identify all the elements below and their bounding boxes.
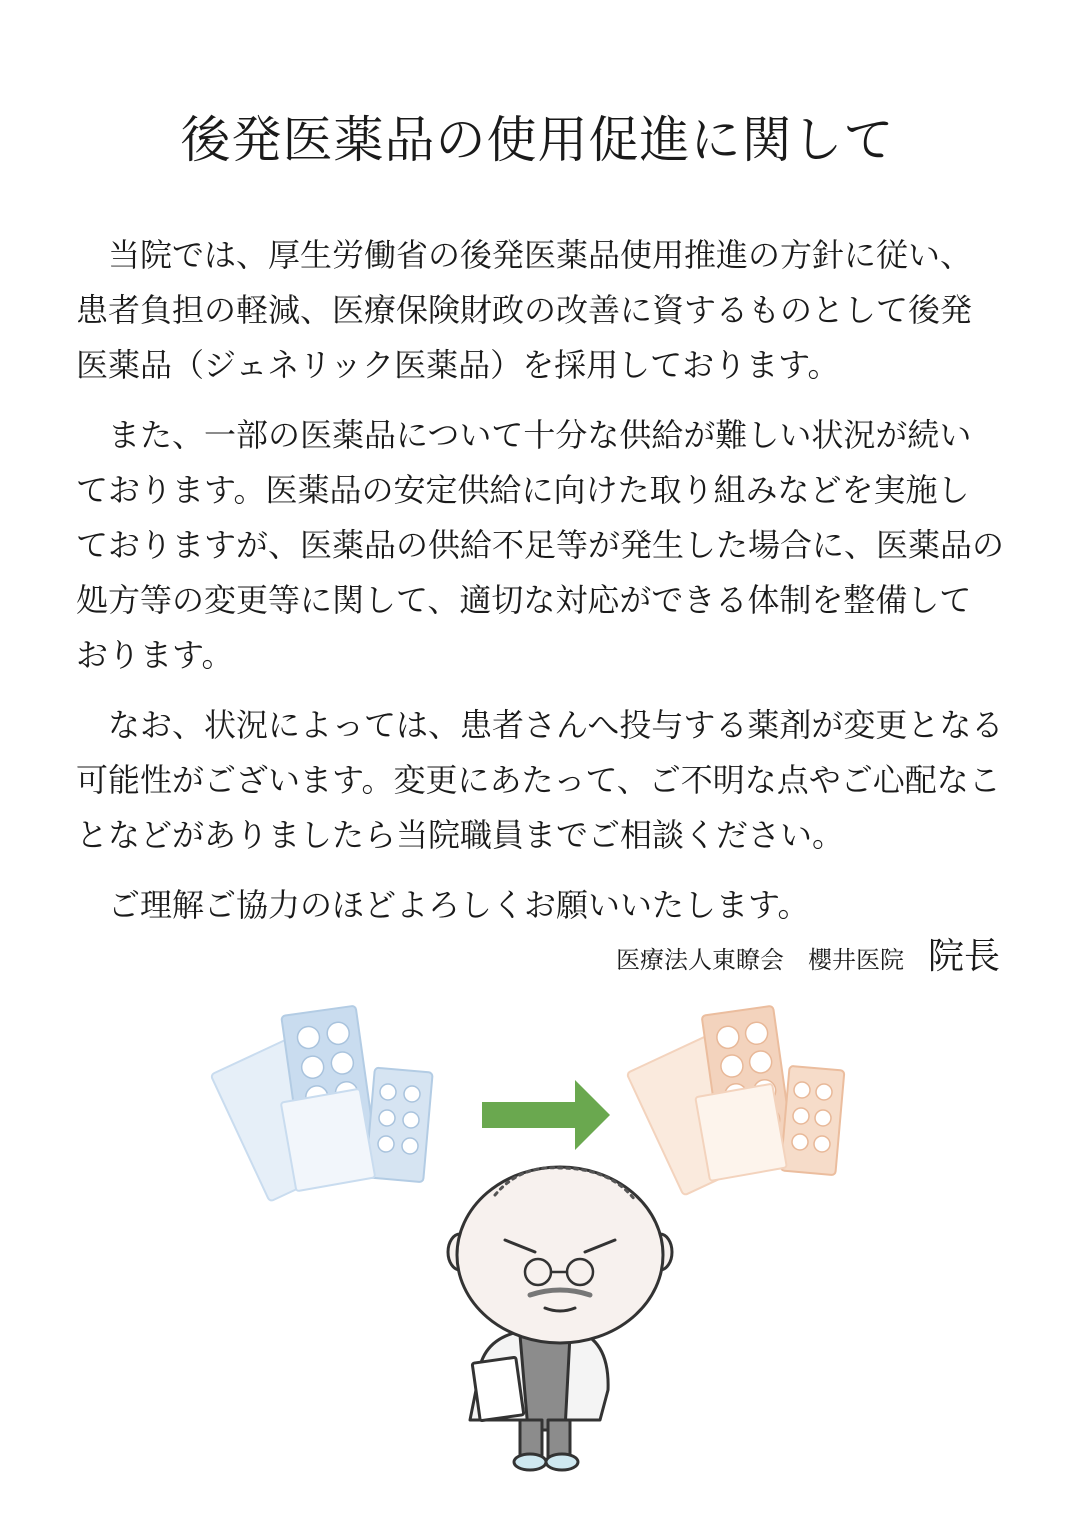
text-line: おります。 xyxy=(76,636,234,674)
body-text xyxy=(76,228,1006,948)
page-title: 後発医薬品の使用促進に関して xyxy=(180,111,895,169)
green-right-arrow-icon xyxy=(482,1080,610,1150)
text-line: 処方等の変更等に関して、適切な対応ができる体制を整備して xyxy=(76,581,972,619)
paragraph-2 xyxy=(76,408,1006,683)
blue-medicine-packages-icon xyxy=(211,1006,433,1202)
paragraph-4 xyxy=(76,878,1006,933)
text-line: ご理解ご協力のほどよろしくお願いいたします。 xyxy=(108,886,810,924)
signature xyxy=(616,928,1000,979)
text-line: また、一部の医薬品について十分な供給が難しい状況が続い xyxy=(108,416,972,454)
text-line: ております。医薬品の安定供給に向けた取り組みなどを実施し xyxy=(76,471,970,509)
doctor-character-icon xyxy=(448,1167,672,1470)
paragraph-3 xyxy=(76,698,1006,863)
text-line: となどがありましたら当院職員までご相談ください。 xyxy=(76,816,845,854)
illustration xyxy=(0,990,1075,1500)
text-line: なお、状況によっては、患者さんへ投与する薬剤が変更となる xyxy=(108,706,1004,744)
text-line: 患者負担の軽減、医療保険財政の改善に資するものとして後発 xyxy=(76,291,973,329)
text-line: 医薬品（ジェネリック医薬品）を採用しております。 xyxy=(76,346,840,384)
orange-medicine-packages-icon xyxy=(627,1006,845,1196)
text-line: 当院では、厚生労働省の後発医薬品使用推進の方針に従い、 xyxy=(108,236,973,274)
text-line: ておりますが、医薬品の供給不足等が発生した場合に、医薬品の xyxy=(76,526,1005,564)
paragraph-1 xyxy=(76,228,1006,393)
signature-title: 院長 xyxy=(927,936,1000,977)
signature-organization: 医療法人東瞭会 櫻井医院 xyxy=(615,946,904,974)
text-line: 可能性がございます。変更にあたって、ご不明な点やご心配なこ xyxy=(76,761,1001,799)
